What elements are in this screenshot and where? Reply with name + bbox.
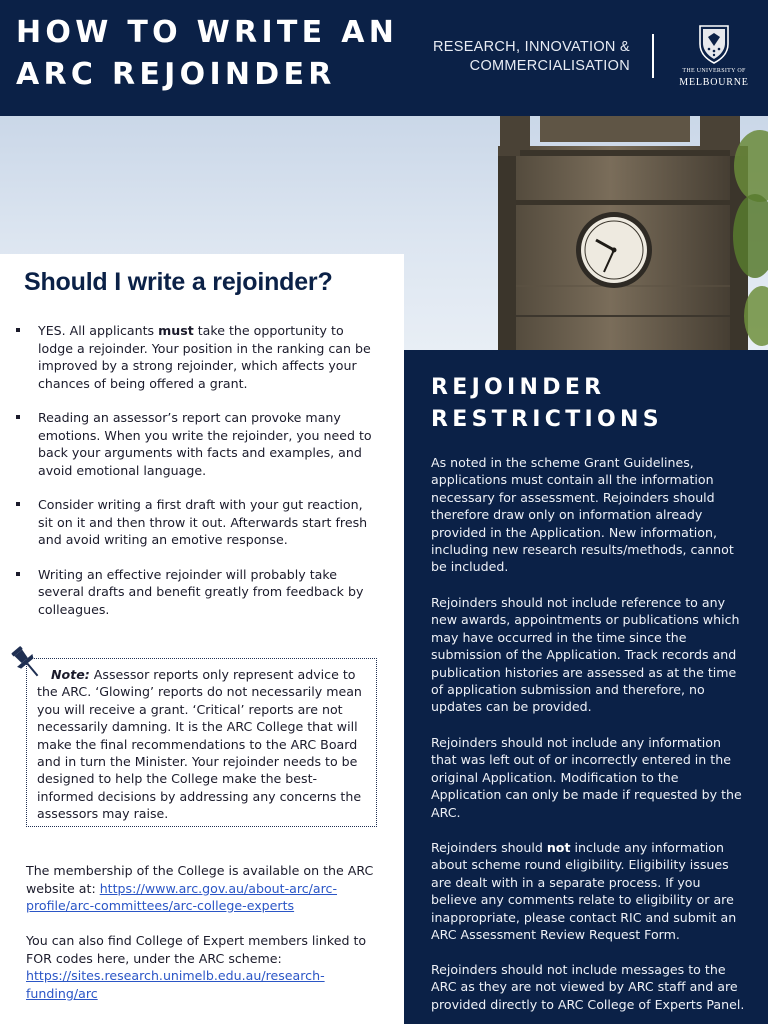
restriction-paragraph-5: Rejoinders should not include messages to the ARC as they are not viewed by ARC staff and are provided directly to ARC College of Experts Panel. <box>431 962 745 1012</box>
for-codes-paragraph <box>26 932 376 1002</box>
restriction-paragraph-2: Rejoinders should not include reference to any new awards, appointments or publications which may have occurred in the time since the submission of the Application. Track records and publication histories are assessed as at the time of application submission and therefore, no updates can be provided. <box>431 595 740 715</box>
bullet-icon <box>16 502 20 506</box>
advice-bullet-list <box>16 322 376 635</box>
bullet-text: Writing an effective rejoinder will probably take several drafts and benefit greatly from feedback by colleagues. <box>38 566 364 617</box>
restriction-paragraph-3: Rejoinders should not include any information that was left out of or incorrectly entered in the original Application. Modification to the Application can only be made if requested by the ARC. <box>431 735 742 820</box>
college-membership-paragraph <box>26 862 376 915</box>
header-banner <box>0 0 768 116</box>
bullet-text-before: YES. All applicants <box>38 323 159 338</box>
bullet-icon <box>16 415 20 419</box>
membership-text: The membership of the College is available on the ARC website at: <box>26 863 374 896</box>
logo-name: MELBOURNE <box>679 77 749 88</box>
bullet-icon <box>16 328 20 332</box>
bullet-text-emphasis: must <box>158 323 194 338</box>
department-line2: COMMERCIALISATION <box>469 58 630 74</box>
note-label: Note: <box>51 667 90 682</box>
restriction-4-emphasis: not <box>546 840 571 855</box>
header-divider <box>652 34 654 78</box>
restriction-4-after: include any information about scheme round eligibility. Eligibility issues are dealt with in a separate process. If you believe any comments relate to eligibility or are inappropriate, please contact RIC and submit an ARC Assessment Review Request Form. <box>431 840 737 943</box>
list-item <box>16 566 376 619</box>
restrictions-heading-line1: REJOINDER <box>431 375 606 400</box>
list-item <box>16 409 376 479</box>
bullet-text: Consider writing a first draft with your gut reaction, sit on it and then throw it out. Afterwards start fresh and avoid writing an emotive response. <box>38 497 368 547</box>
department-line1: RESEARCH, INNOVATION & <box>432 39 630 55</box>
restriction-paragraph-1: As noted in the scheme Grant Guidelines, applications must contain all the information necessary for assessment. Rejoinders should therefore draw only on information already provided in the Application. New information, including new research results/methods, cannot be included. <box>431 455 734 575</box>
page-title-line2: ARC REJOINDER <box>16 57 336 92</box>
pushpin-icon <box>6 642 46 682</box>
list-item <box>16 322 376 392</box>
note-text: Assessor reports only represent advice to the ARC. ‘Glowing’ reports do not necessarily mean you will receive a grant. ‘Critical’ reports are not necessarily damning. It is the ARC College that will make the final recommendations to the ARC Board and in turn the Minister. Your rejoinder needs to be designed to help the College make the best-informed decisions by addressing any concerns the assessors may raise. <box>37 667 362 822</box>
list-item <box>16 496 376 549</box>
restriction-4-before: Rejoinders should <box>431 840 547 855</box>
bullet-text-after: take the opportunity to lodge a rejoinder. Your position in the ranking can be improved by a strong rejoinder, which affects your chances of being offered a grant. <box>38 323 371 391</box>
arc-college-link[interactable]: https://www.arc.gov.au/about-arc/arc-profile/arc-committees/arc-college-experts <box>26 880 338 913</box>
rejoinder-question-heading: Should I write a rejoinder? <box>24 268 333 296</box>
for-codes-text: You can also find College of Expert members linked to FOR codes here, under the ARC scheme: <box>26 933 367 966</box>
restrictions-heading <box>431 372 663 436</box>
page-title <box>16 12 398 96</box>
restrictions-heading-line2: RESTRICTIONS <box>431 407 663 432</box>
department-name <box>400 38 630 76</box>
note-box <box>26 658 377 827</box>
crest-icon <box>698 24 730 64</box>
research-funding-link[interactable]: https://sites.research.unimelb.edu.au/research-funding/arc <box>26 968 325 1001</box>
logo-subtitle: THE UNIVERSITY OF <box>682 68 746 74</box>
restriction-paragraph-4 <box>431 839 745 943</box>
university-logo <box>676 24 752 94</box>
bullet-icon <box>16 572 20 576</box>
page-title-line1: HOW TO WRITE AN <box>16 15 399 50</box>
bullet-text: Reading an assessor’s report can provoke many emotions. When you write the rejoinder, you need to back your arguments with facts and examples, and avoid emotional language. <box>38 410 372 478</box>
